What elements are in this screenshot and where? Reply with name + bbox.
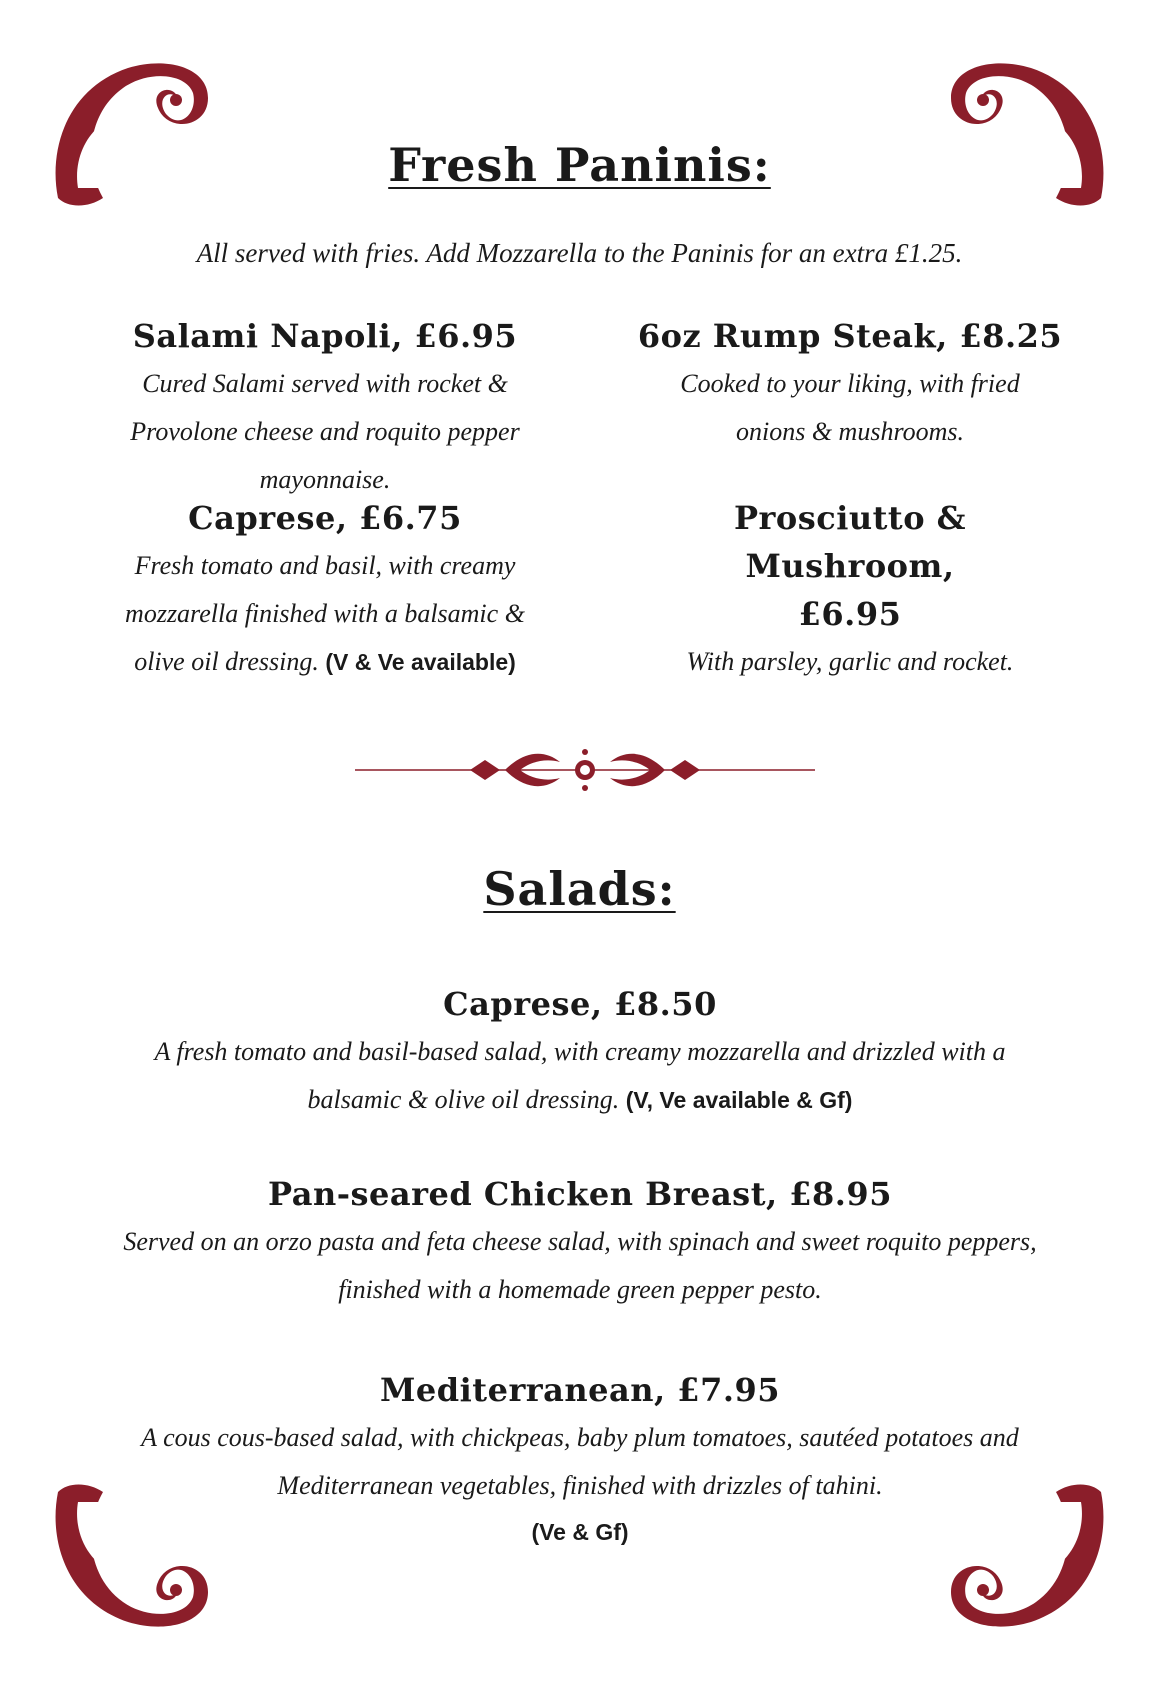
item-description [110,542,540,686]
menu-item-prosciutto-mushroom [630,494,1070,686]
corner-flourish-top-left [48,48,218,218]
item-name: Salami Napoli, £6.95 [132,317,518,355]
item-description: Cured Salami served with rocket & Provolone cheese and roquito pepper mayonnaise. [130,369,520,494]
corner-flourish-top-right [941,48,1111,218]
item-price: £6.95 [798,595,902,633]
section-divider-ornament [355,740,815,800]
menu-item-salami-napoli [90,312,560,504]
dietary-note: (V & Ve available) [325,649,516,675]
dietary-note: (Ve & Gf) [531,1519,629,1545]
item-name: Caprese, £6.75 [188,499,462,537]
menu-item-mediterranean [80,1366,1080,1554]
item-description [90,1028,1070,1124]
paninis-intro: All served with fries. Add Mozzarella to the Paninis for an extra £1.25. [196,238,963,268]
item-description-text: A fresh tomato and basil-based salad, with creamy mozzarella and drizzled with a balsamic & olive oil dressing. [154,1037,1006,1114]
item-description: Served on an orzo pasta and feta cheese salad, with spinach and sweet roquito peppers, finished with a homemade green pepper pesto. [123,1227,1037,1304]
item-name: Prosciutto & Mushroom, [733,499,967,585]
menu-item-caprese-salad [90,980,1070,1124]
item-description: Cooked to your liking, with fried onions & mushrooms. [680,369,1020,446]
salads-title: Salads: [483,862,676,916]
item-name: 6oz Rump Steak, £8.25 [637,317,1063,355]
menu-item-caprese-panini [110,494,540,686]
menu-item-chicken-breast [90,1170,1070,1314]
item-description: A cous cous-based salad, with chickpeas, baby plum tomatoes, sautéed potatoes and Mediterranean vegetables, finished with drizzles of tahini. [141,1423,1019,1500]
item-name: Pan-seared Chicken Breast, £8.95 [268,1175,892,1213]
item-description-text: Fresh tomato and basil, with creamy mozzarella finished with a balsamic & olive oil dressing. [125,551,525,676]
paninis-title: Fresh Paninis: [388,138,771,192]
item-description: With parsley, garlic and rocket. [686,647,1014,676]
item-name: Caprese, £8.50 [443,985,717,1023]
menu-item-rump-steak [630,312,1070,456]
item-name: Mediterranean, £7.95 [379,1371,780,1409]
dietary-note: (V, Ve available & Gf) [625,1087,853,1113]
